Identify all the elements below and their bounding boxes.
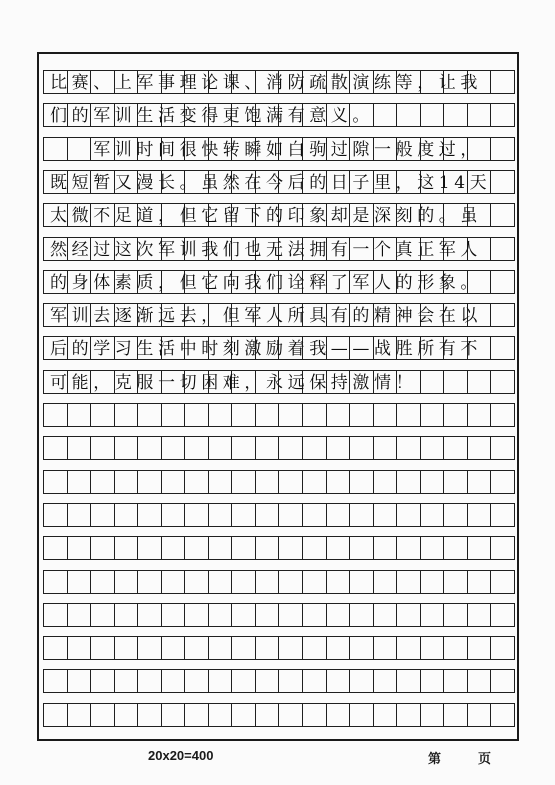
grid-cell [209,604,233,626]
grid-cell [68,637,92,659]
grid-cell [374,504,398,526]
page-label-prefix: 第 [428,751,442,766]
grid-cell [256,637,280,659]
grid-cell [232,504,256,526]
grid-cell [468,704,492,726]
grid-cell [162,670,186,692]
grid-cell [303,537,327,559]
grid-cell [185,537,209,559]
grid-cell [397,437,421,459]
grid-cell [303,404,327,426]
grid-cell [491,271,515,293]
grid-cell [68,571,92,593]
grid-cell [279,404,303,426]
grid-cell [468,637,492,659]
grid-cell [138,604,162,626]
grid-cell [162,571,186,593]
grid-cell [256,670,280,692]
grid-cell [91,604,115,626]
grid-cell [421,371,445,393]
grid-row [43,436,515,460]
grid-cell [303,604,327,626]
grid-cell [491,104,515,126]
grid-cell [421,704,445,726]
grid-cell [279,670,303,692]
grid-cell [327,404,351,426]
grid-cell [44,704,68,726]
grid-cell [138,437,162,459]
grid-cell [491,670,515,692]
grid-cell [115,604,139,626]
grid-cell [209,571,233,593]
handwritten-line: 后的学习生活中时刻激励着我——战胜所有不 [50,339,482,360]
grid-cell [397,404,421,426]
grid-cell [350,604,374,626]
grid-cell [162,504,186,526]
handwritten-line: 军训时间很快转瞬如白驹过隙一般度过， [50,139,482,160]
grid-cell [115,637,139,659]
grid-cell [232,637,256,659]
grid-row [43,137,515,161]
grid-cell [256,504,280,526]
grid-cell [185,604,209,626]
grid-cell [185,504,209,526]
grid-cell [327,704,351,726]
grid-row [43,570,515,594]
grid-cell [468,437,492,459]
grid-cell [468,371,492,393]
grid-cell [491,537,515,559]
grid-cell [44,604,68,626]
handwritten-line: 然经过这次军训我们也无法拥有一个真正军人 [50,239,482,260]
grid-cell [138,504,162,526]
grid-cell [68,404,92,426]
grid-cell [491,171,515,193]
grid-cell [44,437,68,459]
grid-cell [303,571,327,593]
grid-cell [444,404,468,426]
grid-cell [491,238,515,260]
grid-cell [138,704,162,726]
handwritten-line: 可能，克服一切困难，永远保持激情！ [50,372,418,393]
grid-cell [491,371,515,393]
grid-cell [397,471,421,493]
grid-cell [444,104,468,126]
grid-cell [397,637,421,659]
grid-cell [350,404,374,426]
grid-cell [397,670,421,692]
grid-cell [91,437,115,459]
grid-cell [350,704,374,726]
grid-cell [209,637,233,659]
grid-cell [491,337,515,359]
grid-cell [115,571,139,593]
grid-row [43,403,515,427]
grid-cell [256,404,280,426]
grid-row [43,536,515,560]
grid-cell [303,504,327,526]
grid-cell [68,704,92,726]
grid-cell [91,637,115,659]
grid-cell [397,571,421,593]
grid-cell [350,637,374,659]
grid-cell [232,604,256,626]
grid-row [43,270,515,294]
grid-cell [444,471,468,493]
grid-cell [444,704,468,726]
grid-cell [327,571,351,593]
grid-cell [327,504,351,526]
grid-cell [232,437,256,459]
grid-cell [232,670,256,692]
grid-cell [138,670,162,692]
grid-cell [491,204,515,226]
grid-cell [279,437,303,459]
grid-cell [162,604,186,626]
grid-cell [232,471,256,493]
grid-cell [397,104,421,126]
grid-row [43,669,515,693]
grid-cell [185,704,209,726]
grid-row [43,370,515,394]
grid-cell [232,404,256,426]
grid-cell [421,604,445,626]
grid-cell [350,437,374,459]
grid-cell [91,471,115,493]
grid-cell [303,670,327,692]
grid-cell [303,637,327,659]
grid-cell [444,604,468,626]
grid-cell [91,537,115,559]
writing-grid [37,52,519,741]
grid-cell [115,437,139,459]
grid-cell [444,537,468,559]
grid-cell [491,604,515,626]
handwritten-line: 军训去逐渐远去，但军人所具有的精神会在以 [50,306,482,327]
grid-cell [162,704,186,726]
grid-cell [256,471,280,493]
grid-cell [468,571,492,593]
grid-cell [421,504,445,526]
grid-cell [397,537,421,559]
grid-row [43,70,515,94]
grid-cell [468,471,492,493]
grid-cell [350,504,374,526]
grid-cell [232,571,256,593]
grid-cell [327,670,351,692]
grid-cell [185,471,209,493]
grid-cell [421,670,445,692]
grid-cell [327,537,351,559]
grid-cell [162,537,186,559]
grid-cell [350,670,374,692]
grid-cell [44,637,68,659]
grid-cell [44,670,68,692]
grid-cell [115,471,139,493]
grid-cell [468,404,492,426]
grid-cell [350,571,374,593]
grid-cell [279,704,303,726]
page-label-suffix: 页 [478,751,492,766]
grid-cell [303,704,327,726]
grid-cell [397,504,421,526]
grid-cell [256,704,280,726]
grid-cell [303,437,327,459]
grid-cell [68,471,92,493]
grid-cell [491,637,515,659]
grid-cell [444,437,468,459]
grid-cell [374,604,398,626]
grid-cell [256,437,280,459]
grid-cell [279,637,303,659]
grid-cell [421,537,445,559]
grid-cell [444,670,468,692]
grid-cell [374,670,398,692]
grid-cell [209,471,233,493]
grid-cell [421,471,445,493]
grid-cell [209,670,233,692]
handwritten-line: 太微不足道，但它留下的印象却是深刻的。虽 [50,206,482,227]
grid-row [43,470,515,494]
grid-cell [468,537,492,559]
grid-cell [115,404,139,426]
grid-cell [279,537,303,559]
grid-cell [444,504,468,526]
grid-cell [374,571,398,593]
grid-cell [397,604,421,626]
grid-cell [209,537,233,559]
grid-row [43,503,515,527]
grid-cell [491,404,515,426]
grid-cell [421,637,445,659]
grid-cell [185,404,209,426]
grid-cell [468,670,492,692]
grid-row [43,636,515,660]
grid-cell [185,571,209,593]
grid-cell [162,471,186,493]
grid-cell [279,471,303,493]
grid-cell [303,471,327,493]
grid-row [43,303,515,327]
grid-cell [44,571,68,593]
grid-cell [491,71,515,93]
grid-cell [397,704,421,726]
grid-row [43,603,515,627]
grid-cell [421,437,445,459]
grid-cell [327,471,351,493]
grid-cell [374,437,398,459]
grid-cell [444,637,468,659]
grid-cell [91,571,115,593]
grid-cell [209,704,233,726]
grid-row [43,203,515,227]
grid-cell [491,471,515,493]
handwritten-line: 们的军训生活变得更饱满有意义。 [50,106,374,127]
grid-cell [350,471,374,493]
grid-cell [68,604,92,626]
grid-cell [232,704,256,726]
grid-cell [91,670,115,692]
handwritten-line: 既短暂又漫长。虽然在今后的日子里，这14天 [50,172,492,193]
grid-cell [44,504,68,526]
grid-cell [374,104,398,126]
grid-cell [468,104,492,126]
grid-cell [279,504,303,526]
grid-cell [374,471,398,493]
grid-cell [185,670,209,692]
grid-row [43,703,515,727]
grid-cell [232,537,256,559]
grid-cell [162,404,186,426]
grid-cell [374,404,398,426]
grid-cell [68,670,92,692]
grid-cell [138,571,162,593]
grid-cell [421,571,445,593]
grid-cell [374,537,398,559]
grid-spec-label: 20x20=400 [148,748,214,763]
grid-cell [279,604,303,626]
grid-cell [138,404,162,426]
grid-cell [162,637,186,659]
grid-row [43,336,515,360]
grid-cell [491,704,515,726]
grid-cell [279,571,303,593]
grid-cell [374,704,398,726]
grid-cell [68,437,92,459]
grid-cell [421,104,445,126]
grid-cell [138,537,162,559]
grid-row [43,237,515,261]
grid-cell [468,504,492,526]
grid-cell [327,437,351,459]
grid-cell [138,637,162,659]
grid-cell [256,571,280,593]
grid-cell [44,471,68,493]
grid-cell [491,504,515,526]
grid-cell [209,504,233,526]
grid-cell [374,637,398,659]
grid-cell [185,637,209,659]
grid-cell [44,537,68,559]
grid-row [43,103,515,127]
grid-cell [327,637,351,659]
grid-cell [256,604,280,626]
grid-cell [491,571,515,593]
grid-cell [491,138,515,160]
grid-cell [444,371,468,393]
grid-cell [91,704,115,726]
grid-cell [162,437,186,459]
grid-cell [327,604,351,626]
grid-cell [209,404,233,426]
grid-cell [491,304,515,326]
grid-cell [91,404,115,426]
handwritten-line: 的身体素质，但它向我们诠释了军人的形象。 [50,272,482,293]
handwritten-line: 比赛、上军事理论课、消防疏散演练等，让我 [50,73,482,93]
grid-cell [138,471,162,493]
grid-cell [115,670,139,692]
grid-row [43,170,515,194]
grid-cell [68,537,92,559]
grid-cell [468,604,492,626]
grid-cell [491,437,515,459]
grid-cell [444,571,468,593]
grid-cell [256,537,280,559]
grid-cell [209,437,233,459]
grid-cell [68,504,92,526]
grid-cell [350,537,374,559]
grid-cell [421,404,445,426]
grid-cell [115,504,139,526]
grid-cell [115,537,139,559]
grid-cell [44,404,68,426]
grid-cell [185,437,209,459]
grid-cell [115,704,139,726]
grid-cell [91,504,115,526]
